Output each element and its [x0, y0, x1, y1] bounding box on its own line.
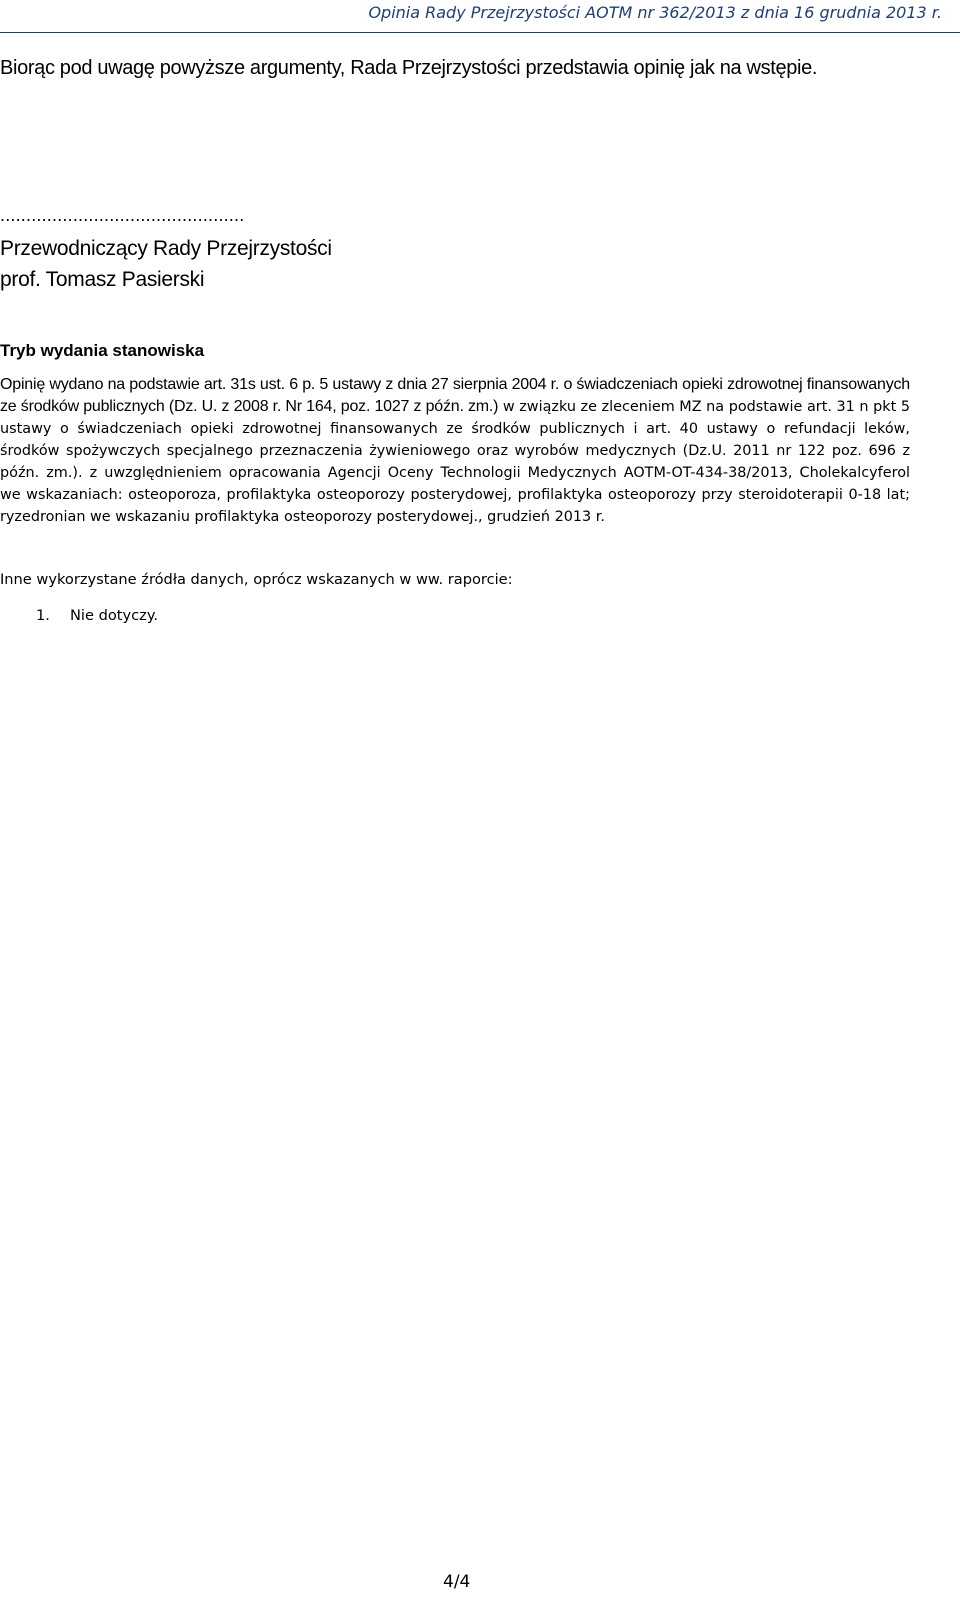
list-item-text: Nie dotyczy.: [70, 607, 159, 624]
signature-line: ...............................................: [0, 205, 245, 225]
list-item-number: 1.: [36, 607, 50, 624]
section-title: Tryb wydania stanowiska: [0, 341, 205, 360]
legal-basis-part-1: Opinię wydano na podstawie art. 31s ust. 6 p. 5 ustawy z dnia 27 sierpnia 2004 r. o świadczeniach opieki zdrowotnej finansowanych ze środków publicznych (Dz. U. z 2008 r. Nr 164, poz. 1027 z późn. zm.): [0, 376, 910, 415]
signatory-role: Przewodniczący Rady Przejrzystości: [0, 237, 332, 260]
running-header: Opinia Rady Przejrzystości AOTM nr 362/2013 z dnia 16 grudnia 2013 r.: [368, 3, 942, 22]
list-item: [36, 607, 158, 624]
legal-basis-paragraph: [0, 374, 910, 528]
header-rule: [0, 32, 960, 33]
page-number: 4/4: [443, 1572, 471, 1592]
sources-heading: Inne wykorzystane źródła danych, oprócz wskazanych w ww. raporcie:: [0, 571, 513, 588]
signatory-name: prof. Tomasz Pasierski: [0, 268, 205, 291]
legal-basis-part-2: w związku ze zleceniem MZ na podstawie art. 31 n pkt 5 ustawy o świadczeniach opieki zdrowotnej finansowanych ze środków publicznych i art. 40 ustawy o refundacji leków, środków spożywczych specjalnego przeznaczenia żywieniowego oraz wyrobów medycznych (Dz.U. 2011 nr 122 poz. 696 z późn. zm.). z uwzględnieniem opracowania Agencji Oceny Technologii Medycznych AOTM-OT-434-38/2013, Cholekalcyferol we wskazaniach: osteoporoza, profilaktyka osteoporozy posterydowej, profilaktyka osteoporozy przy steroidoterapii 0-18 lat; ryzedronian we wskazaniu profilaktyka osteoporozy posterydowej., grudzień 2013 r.: [0, 399, 910, 525]
closing-statement: Biorąc pod uwagę powyższe argumenty, Rada Przejrzystości przedstawia opinię jak na wstępie.: [0, 57, 818, 79]
